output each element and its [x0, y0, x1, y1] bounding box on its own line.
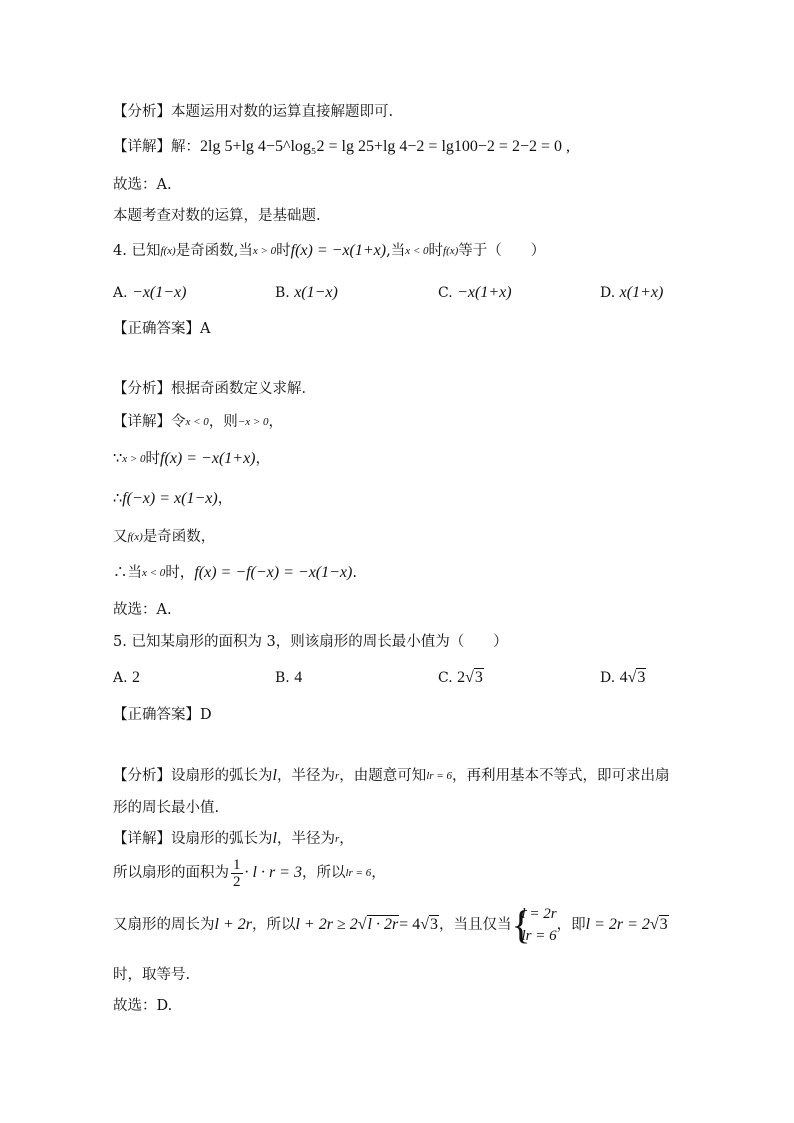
analysis-text: ，由题意可知	[339, 768, 427, 784]
q3-choice	[113, 175, 172, 195]
option-value: 4	[619, 669, 628, 686]
q5-detail-4	[113, 965, 190, 985]
math-expr: f(−x) = x(1−x)	[122, 490, 218, 507]
q4-option-b	[275, 283, 338, 303]
math-expr: x < 0	[142, 567, 166, 579]
answer-text: 【正确答案】D	[113, 707, 212, 723]
detail-text: ，则	[208, 414, 238, 430]
detail-text: 所以扇形的面积为	[113, 865, 229, 881]
q5-stem	[113, 632, 508, 652]
math-expr: x < 0	[405, 245, 429, 257]
question-number: 4.	[113, 243, 127, 259]
detail-text: ∴当	[113, 565, 142, 581]
option-label: B.	[275, 285, 290, 301]
comment-text: 本题考查对数的运算，是基础题.	[113, 208, 321, 224]
radicand: l · 2r	[367, 916, 399, 933]
math-expr: lr = 6	[426, 770, 452, 782]
option-label: C.	[438, 670, 453, 686]
q5-detail-1	[113, 829, 354, 850]
detail-text: ，半径为	[276, 831, 335, 847]
detail-text: ，所以	[301, 865, 346, 881]
detail-text: 时，	[165, 565, 195, 581]
sqrt-sign: √	[465, 669, 474, 686]
option-value: x(1−x)	[294, 284, 338, 301]
answer-text: 【正确答案】A	[113, 321, 211, 337]
detail-text: 【详解】令	[113, 414, 186, 430]
analysis-text: 【分析】根据奇函数定义求解．	[113, 381, 316, 397]
detail-text: 时	[145, 451, 161, 467]
equation-system	[511, 903, 556, 947]
stem-text: 等于（ ）	[458, 243, 546, 259]
detail-text: ，	[255, 451, 270, 467]
math-expr: l + 2r	[214, 916, 252, 933]
detail-text: ，所以	[251, 917, 296, 933]
q4-stem	[113, 241, 545, 262]
option-value: 4	[294, 669, 303, 686]
system-eq-1: l = 2r	[521, 906, 557, 922]
math-expr: l	[272, 830, 277, 847]
q5-answer	[113, 705, 212, 725]
q5-detail-3	[113, 901, 669, 949]
detail-text: ，	[268, 414, 284, 430]
sqrt-sign: √	[627, 669, 637, 686]
choice-text: 故选：A.	[113, 602, 172, 618]
math-expr: f(x)	[127, 531, 143, 543]
q4-detail-5	[113, 563, 357, 584]
fraction	[231, 857, 243, 890]
q5-analysis	[113, 766, 670, 787]
q4-answer	[113, 319, 210, 339]
math-expr: · l · r = 3	[244, 864, 302, 881]
stem-text: 是奇函数,当	[175, 243, 253, 259]
detail-formula: 2lg 5+lg 4−5^log₅2 = lg 25+lg 4−2 = lg100−2 = 2−2 = 0 ,	[200, 138, 570, 155]
analysis-text: 【分析】本题运用对数的运算直接解题即可.	[113, 104, 394, 120]
radicand: 3	[429, 916, 438, 933]
q5-detail-2	[113, 855, 386, 892]
sqrt-sign: √	[649, 916, 659, 933]
math-expr: f(x) = −x(1+x)	[160, 450, 256, 467]
choice-text: 故选：D.	[113, 998, 173, 1014]
system-eq-2: lr = 6	[521, 928, 557, 944]
option-label: D.	[600, 285, 616, 301]
option-label: C.	[438, 285, 453, 301]
q3-analysis	[113, 102, 393, 122]
detail-text: ，即	[556, 917, 586, 933]
q4-analysis	[113, 379, 316, 399]
stem-text: 时	[428, 243, 444, 259]
q4-detail-4	[113, 527, 215, 548]
q3-detail	[113, 137, 570, 157]
q4-detail-2	[113, 449, 270, 470]
q5-option-b	[275, 668, 302, 688]
option-value: 2	[457, 669, 466, 686]
math-expr: −x > 0	[237, 416, 269, 428]
math-expr: x > 0	[252, 245, 277, 257]
detail-text: ，	[371, 865, 386, 881]
math-expr: l	[272, 767, 277, 784]
option-value: x(1+x)	[619, 284, 664, 301]
option-label: D.	[600, 670, 616, 686]
option-label: B.	[275, 670, 290, 686]
analysis-text: ，半径为	[276, 768, 335, 784]
radicand: 3	[637, 669, 646, 686]
option-value: 2	[132, 669, 141, 686]
q4-choice	[113, 600, 172, 620]
question-number: 5.	[113, 634, 127, 650]
math-expr: r	[334, 833, 340, 845]
radicand: 3	[474, 669, 483, 686]
q4-option-c	[438, 283, 512, 303]
fraction-denominator: 2	[233, 873, 241, 890]
q5-option-c	[438, 668, 484, 688]
q5-analysis-2	[113, 798, 219, 818]
math-expr: r	[334, 770, 340, 782]
option-value: −x(1+x)	[457, 284, 512, 301]
stem-text: ,当	[386, 243, 406, 259]
math-expr: lr = 6	[345, 867, 372, 879]
q5-option-d	[600, 668, 646, 688]
detail-text: ，	[339, 831, 354, 847]
detail-text: 又	[113, 529, 128, 545]
fraction-numerator: 1	[233, 856, 241, 873]
q4-option-d	[600, 283, 663, 303]
detail-text: 是奇函数，	[142, 529, 216, 545]
q4-option-a	[113, 283, 186, 303]
math-expr: x < 0	[185, 416, 209, 428]
q4-detail-3	[113, 489, 232, 509]
sqrt-sign: √	[420, 916, 429, 933]
math-expr: l = 2r = 2	[585, 916, 650, 933]
q3-comment	[113, 206, 321, 226]
math-expr: f(x)	[160, 245, 176, 257]
math-expr: = 4	[399, 916, 421, 933]
left-brace: {	[511, 902, 531, 947]
detail-prefix: 【详解】解：	[113, 139, 200, 155]
detail-text: ∴	[113, 491, 123, 507]
choice-text: 故选：A.	[113, 177, 172, 193]
radicand: 3	[659, 916, 668, 933]
detail-text: 又扇形的周长为	[113, 917, 215, 933]
q5-choice	[113, 996, 172, 1016]
stem-text: 已知	[131, 243, 161, 259]
analysis-text: 【分析】设扇形的弧长为	[113, 768, 273, 784]
analysis-text: ，再利用基本不等式，即可求出扇	[452, 768, 670, 784]
option-label: A.	[113, 285, 128, 301]
analysis-text: 形的周长最小值.	[113, 800, 220, 816]
math-expr: l + 2r ≥ 2	[295, 916, 358, 933]
detail-text: ∵	[113, 451, 123, 467]
detail-text: .	[352, 565, 357, 581]
math-expr: f(x) = −f(−x) = −x(1−x)	[194, 564, 353, 581]
stem-text: 时	[276, 243, 291, 259]
detail-text: 时，取等号.	[113, 967, 191, 983]
detail-text: ，	[217, 491, 233, 507]
sqrt-sign: √	[357, 916, 367, 933]
math-expr: f(x)	[443, 245, 459, 257]
detail-text: ，当且仅当	[438, 917, 512, 933]
q5-option-a	[113, 668, 140, 688]
math-expr: f(x) = −x(1+x)	[290, 242, 387, 259]
detail-text: 【详解】设扇形的弧长为	[113, 831, 273, 847]
q4-detail-1	[113, 412, 283, 433]
option-label: A.	[113, 670, 128, 686]
stem-text: 已知某扇形的面积为 3，则该扇形的周长最小值为（ ）	[131, 634, 508, 650]
math-expr: x > 0	[122, 453, 146, 465]
option-value: −x(1−x)	[132, 284, 187, 301]
